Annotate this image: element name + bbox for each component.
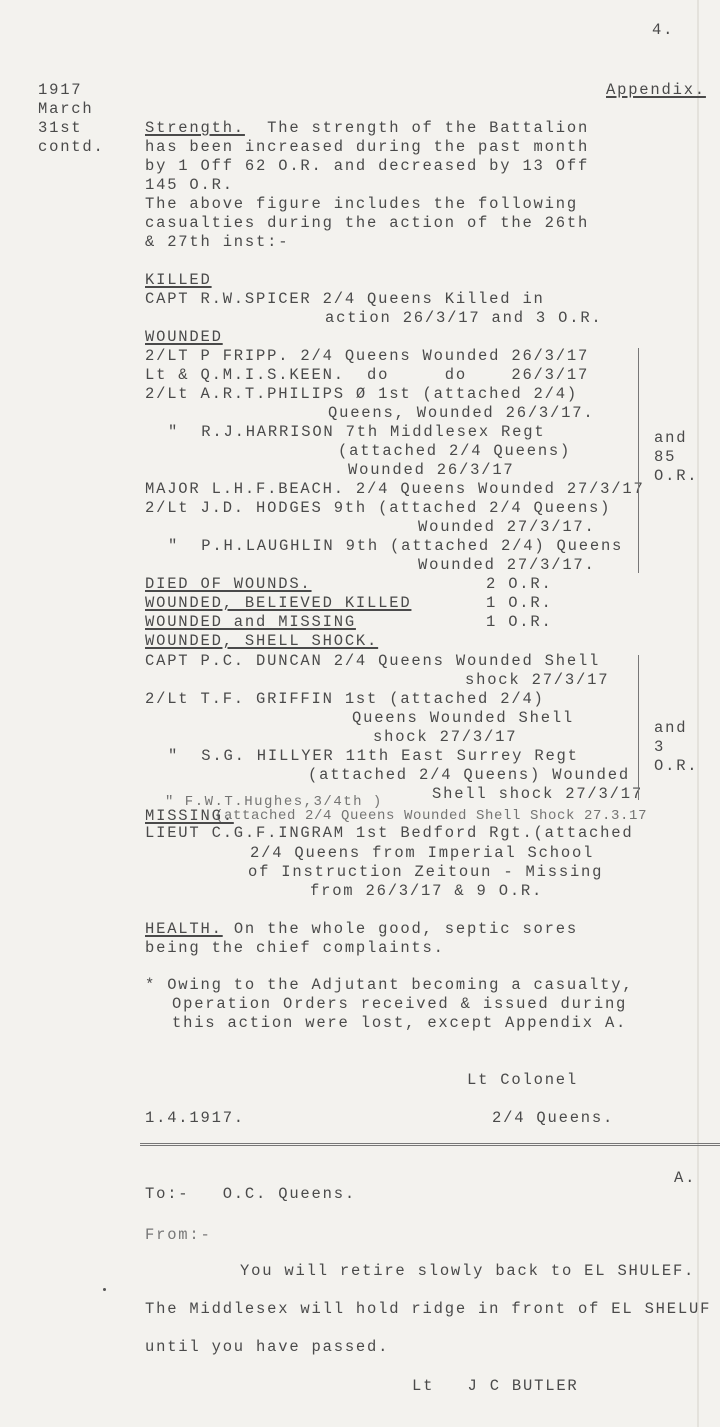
signature-rank: Lt Colonel (467, 1071, 579, 1089)
summary-count: 1 O.R. (486, 613, 553, 631)
text-line: 2/Lt T.F. GRIFFIN 1st (attached 2/4) (145, 690, 545, 708)
shell-shock-heading: WOUNDED, SHELL SHOCK. (145, 632, 379, 650)
wounded-bracket (632, 348, 639, 573)
side-note: O.R. (654, 467, 699, 485)
overtyped-line: " F.W.T.Hughes,3/4th ) (165, 794, 383, 810)
text-line: 2/Lt A.R.T.PHILIPS Ø 1st (attached 2/4) (145, 385, 578, 403)
text-line: being the chief complaints. (145, 939, 445, 957)
note-line: this action were lost, except Appendix A. (172, 1014, 628, 1032)
note-line: Operation Orders received & issued during (172, 995, 628, 1013)
text-line: Queens Wounded Shell (352, 709, 575, 727)
text-line: Wounded 27/3/17. (418, 518, 596, 536)
margin-day: 31st (38, 119, 83, 137)
margin-month: March (38, 100, 94, 118)
text-line: & 27th inst:- (145, 233, 290, 251)
strength-paragraph (145, 119, 589, 137)
appendix-label: Appendix. (606, 81, 706, 99)
text-line: MAJOR L.H.F.BEACH. 2/4 Queens Wounded 27/3/17 (145, 480, 645, 498)
text-line: casualties during the action of the 26th (145, 214, 590, 232)
text-line: 145 O.R. (145, 176, 234, 194)
text-line: The above figure includes the following (145, 195, 578, 213)
text-line: Wounded 26/3/17 (348, 461, 515, 479)
summary-count: 1 O.R. (486, 594, 553, 612)
summary-label: DIED OF WOUNDS. (145, 575, 312, 593)
margin-contd: contd. (38, 138, 105, 156)
side-note: 85 (654, 448, 677, 466)
text-line: CAPT P.C. DUNCAN 2/4 Queens Wounded Shell (145, 652, 601, 670)
text-line: from 26/3/17 & 9 O.R. (310, 882, 544, 900)
strength-heading: Strength. (145, 119, 245, 137)
text-line: of Instruction Zeitoun - Missing (248, 863, 604, 881)
order-to: To:- O.C. Queens. (145, 1185, 356, 1203)
side-note: and (654, 429, 688, 447)
signature-unit: 2/4 Queens. (492, 1109, 615, 1127)
text-line: CAPT R.W.SPICER 2/4 Queens Killed in (145, 290, 545, 308)
note-line: * Owing to the Adjutant becoming a casualty, (145, 976, 634, 994)
order-line: You will retire slowly back to EL SHULEF. (240, 1262, 696, 1280)
text-line: " P.H.LAUGHLIN 9th (attached 2/4) Queens (168, 537, 624, 555)
margin-year: 1917 (38, 81, 83, 99)
text-line: shock 27/3/17 (465, 671, 610, 689)
order-signed: Lt J C BUTLER (412, 1377, 579, 1395)
order-label: A. (674, 1169, 697, 1187)
text-line: Queens, Wounded 26/3/17. (328, 404, 595, 422)
text-line: LIEUT C.G.F.INGRAM 1st Bedford Rgt.(attached (145, 824, 634, 842)
text-line: 2/LT P FRIPP. 2/4 Queens Wounded 26/3/17 (145, 347, 590, 365)
summary-count: 2 O.R. (486, 575, 553, 593)
text-line: " R.J.HARRISON 7th Middlesex Regt (168, 423, 546, 441)
page-number: 4. (652, 21, 675, 39)
health-heading: HEALTH. (145, 920, 223, 938)
health-paragraph (145, 920, 578, 938)
shell-shock-bracket (632, 655, 639, 800)
text-line: action 26/3/17 and 3 O.R. (325, 309, 603, 327)
side-note: and (654, 719, 688, 737)
text-line: 2/Lt J.D. HODGES 9th (attached 2/4 Queens) (145, 499, 612, 517)
text-line: The strength of the Battalion (244, 119, 590, 137)
missing-heading: MISSING. (145, 807, 234, 825)
paper-speck (103, 1288, 106, 1291)
wounded-heading: WOUNDED (145, 328, 223, 346)
text-line: by 1 Off 62 O.R. and decreased by 13 Off (145, 157, 590, 175)
text-line: (attached 2/4 Queens) (338, 442, 572, 460)
text-line: On the whole good, septic sores (222, 920, 578, 938)
summary-label: WOUNDED, BELIEVED KILLED (145, 594, 412, 612)
section-divider (140, 1143, 720, 1146)
order-line: The Middlesex will hold ridge in front of EL SHELUF (145, 1300, 712, 1318)
text-line: Wounded 27/3/17. (418, 556, 596, 574)
text-line: " S.G. HILLYER 11th East Surrey Regt (168, 747, 579, 765)
order-from: From:- (145, 1226, 212, 1244)
signature-date: 1.4.1917. (145, 1109, 245, 1127)
text-line: has been increased during the past month (145, 138, 590, 156)
side-note: 3 (654, 738, 666, 756)
overtyped-line: (attached 2/4 Queens Wounded Shell Shock 27.3.17 (215, 808, 648, 824)
text-line: Lt & Q.M.I.S.KEEN. do do 26/3/17 (145, 366, 590, 384)
summary-label: WOUNDED and MISSING (145, 613, 356, 631)
killed-heading: KILLED (145, 271, 212, 289)
order-line: until you have passed. (145, 1338, 390, 1356)
text-line: Shell shock 27/3/17 (432, 785, 643, 803)
text-line: 2/4 Queens from Imperial School (250, 844, 595, 862)
text-line: shock 27/3/17 (373, 728, 518, 746)
side-note: O.R. (654, 757, 699, 775)
page-fold (697, 0, 699, 1427)
text-line: (attached 2/4 Queens) Wounded (308, 766, 630, 784)
